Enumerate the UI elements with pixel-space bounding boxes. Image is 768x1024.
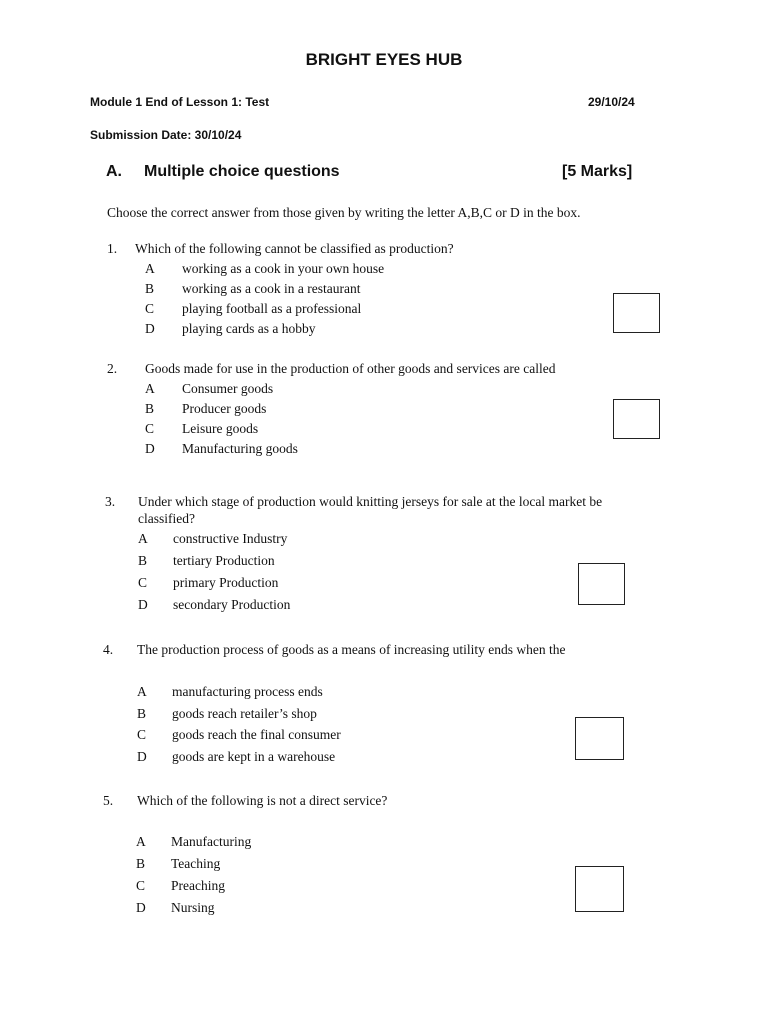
page-title: BRIGHT EYES HUB xyxy=(305,50,463,69)
q5-option-d-text: Nursing xyxy=(171,900,215,915)
q5-answer-box[interactable] xyxy=(575,866,624,912)
q5-option-d-letter: D xyxy=(136,900,146,915)
q4-option-a-letter: A xyxy=(137,684,147,699)
q2-option-a-letter: A xyxy=(145,381,155,396)
instructions: Choose the correct answer from those given by writing the letter A,B,C or D in the box. xyxy=(107,205,581,220)
q5-option-b-text: Teaching xyxy=(171,856,221,871)
q4-option-d-text: goods are kept in a warehouse xyxy=(172,749,336,764)
question-5-text: Which of the following is not a direct service? xyxy=(137,793,388,808)
q1-option-c-text: playing football as a professional xyxy=(182,301,362,316)
q5-option-c-text: Preaching xyxy=(171,878,225,893)
q3-answer-box[interactable] xyxy=(578,563,625,605)
q1-option-c-letter: C xyxy=(145,301,155,316)
question-5-number: 5. xyxy=(103,793,114,808)
test-date: 29/10/24 xyxy=(588,95,635,109)
q2-option-b-text: Producer goods xyxy=(182,401,267,416)
q4-option-b-letter: B xyxy=(137,706,147,721)
q3-option-a-text: constructive Industry xyxy=(173,531,288,546)
q3-option-d-letter: D xyxy=(138,597,148,612)
question-3-text: Under which stage of production would knitting jerseys for sale at the local market be classified? xyxy=(138,494,603,526)
q4-option-c-letter: C xyxy=(137,727,147,742)
q5-option-c-letter: C xyxy=(136,878,146,893)
q3-option-c-text: primary Production xyxy=(173,575,279,590)
question-4-text: The production process of goods as a means of increasing utility ends when the xyxy=(137,642,566,657)
q4-option-a-text: manufacturing process ends xyxy=(172,684,323,699)
q1-option-b-letter: B xyxy=(145,281,155,296)
q1-option-d-text: playing cards as a hobby xyxy=(182,321,316,336)
q4-option-d-letter: D xyxy=(137,749,147,764)
q2-option-c-text: Leisure goods xyxy=(182,421,259,436)
section-letter: A. xyxy=(106,163,122,180)
q4-answer-box[interactable] xyxy=(575,717,624,760)
q1-option-a-letter: A xyxy=(145,261,155,276)
question-1-text: Which of the following cannot be classified as production? xyxy=(135,241,454,256)
q4-option-c-text: goods reach the final consumer xyxy=(172,727,341,742)
q2-option-c-letter: C xyxy=(145,421,155,436)
q2-option-a-text: Consumer goods xyxy=(182,381,274,396)
q1-option-d-letter: D xyxy=(145,321,155,336)
q5-option-a-letter: A xyxy=(136,834,146,849)
q2-answer-box[interactable] xyxy=(613,399,660,439)
question-4-number: 4. xyxy=(103,642,114,657)
question-3-number: 3. xyxy=(105,494,116,509)
q2-option-b-letter: B xyxy=(145,401,155,416)
section-title: Multiple choice questions xyxy=(144,163,340,180)
question-2-number: 2. xyxy=(107,361,118,376)
q1-option-a-text: working as a cook in your own house xyxy=(182,261,385,276)
q5-option-b-letter: B xyxy=(136,856,146,871)
question-1-number: 1. xyxy=(107,241,118,256)
module-label: Module 1 End of Lesson 1: Test xyxy=(90,95,270,109)
section-marks: [5 Marks] xyxy=(562,163,633,180)
q3-option-d-text: secondary Production xyxy=(173,597,291,612)
q2-option-d-text: Manufacturing goods xyxy=(182,441,298,456)
q3-option-a-letter: A xyxy=(138,531,148,546)
q1-answer-box[interactable] xyxy=(613,293,660,333)
q3-option-b-letter: B xyxy=(138,553,148,568)
section-heading xyxy=(106,163,340,181)
q3-option-b-text: tertiary Production xyxy=(173,553,275,568)
q2-option-d-letter: D xyxy=(145,441,155,456)
q5-option-a-text: Manufacturing xyxy=(171,834,252,849)
q4-option-b-text: goods reach retailer’s shop xyxy=(172,706,317,721)
question-2-text: Goods made for use in the production of other goods and services are called xyxy=(145,361,556,376)
submission-date: Submission Date: 30/10/24 xyxy=(90,128,242,142)
q3-option-c-letter: C xyxy=(138,575,148,590)
q1-option-b-text: working as a cook in a restaurant xyxy=(182,281,361,296)
